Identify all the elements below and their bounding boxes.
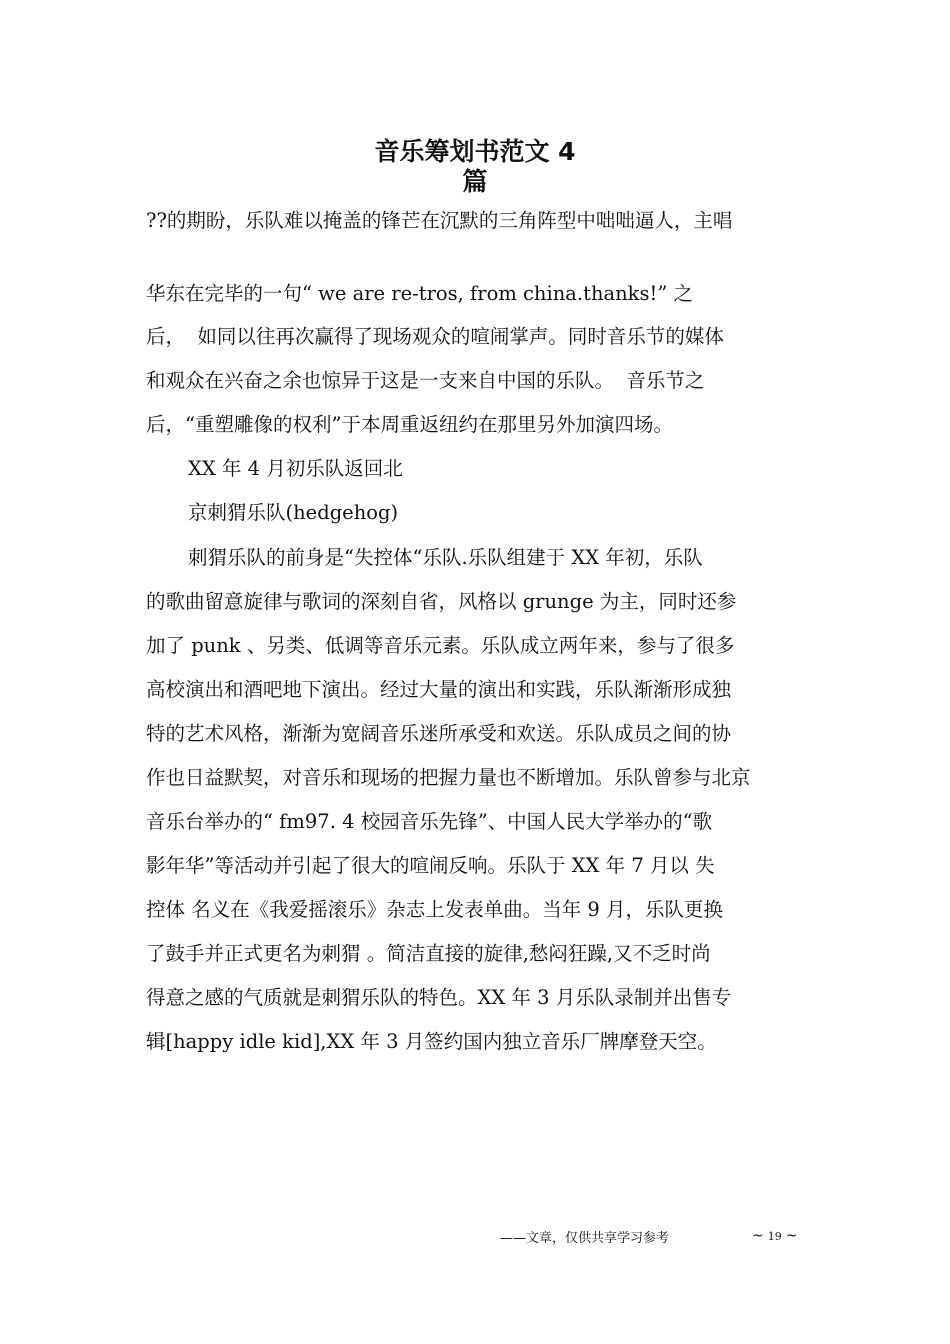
body-line: 京刺猬乐队(hedgehog) bbox=[188, 501, 399, 524]
footer-note: ——文章，仅供共享学习参考 bbox=[500, 1231, 670, 1246]
body-line: 后， 如同以往再次赢得了现场观众的喧闹掌声。同时音乐节的媒体 bbox=[146, 325, 724, 348]
page-number-suffix: ~ bbox=[785, 1228, 798, 1244]
body-line: XX 年 4 月初乐队返回北 bbox=[188, 457, 403, 480]
page-number-prefix: ~ bbox=[752, 1228, 764, 1244]
body-line: 影年华”等活动并引起了很大的喧闹反响。乐队于 XX 年 7 月以 失 bbox=[146, 854, 715, 877]
body-line: 了鼓手并正式更名为刺猬 。简洁直接的旋律,愁闷狂躁,又不乏时尚 bbox=[146, 942, 711, 965]
body-line: 辑[happy idle kid],XX 年 3 月签约国内独立音乐厂牌摩登天空。 bbox=[146, 1030, 717, 1053]
paragraph-first-line: 刺猬乐队的前身是“失控体“乐队.乐队组建于 XX 年初，乐队 bbox=[188, 546, 703, 569]
body-line: 得意之感的气质就是刺猬乐队的特色。XX 年 3 月乐队录制并出售专 bbox=[146, 986, 732, 1009]
page-number-value: 19 bbox=[767, 1230, 782, 1243]
body-line: 后，“重塑雕像的权利”于本周重返纽约在那里另外加演四场。 bbox=[146, 413, 673, 436]
document-title-line-2: 篇 bbox=[462, 167, 488, 196]
body-line: 和观众在兴奋之余也惊异于这是一支来自中国的乐队。 音乐节之 bbox=[146, 369, 705, 392]
document-title-line-1: 音乐筹划书范文 4 bbox=[374, 137, 576, 166]
body-line: 华东在完毕的一句“ we are re-tros, from china.thanks!” 之 bbox=[146, 282, 694, 305]
body-line: ??的期盼，乐队难以掩盖的锋芒在沉默的三角阵型中咄咄逼人，主唱 bbox=[146, 209, 733, 232]
body-line: 作也日益默契，对音乐和现场的把握力量也不断增加。乐队曾参与北京 bbox=[146, 766, 751, 789]
body-line: 特的艺术风格，渐渐为宽阔音乐迷所承受和欢送。乐队成员之间的协 bbox=[146, 722, 732, 745]
body-line: 高校演出和酒吧地下演出。经过大量的演出和实践，乐队渐渐形成独 bbox=[146, 678, 732, 701]
page-number bbox=[752, 1227, 797, 1246]
body-line: 的歌曲留意旋律与歌词的深刻自省，风格以 grunge 为主，同时还参 bbox=[146, 590, 737, 613]
body-line: 音乐台举办的“ fm97. 4 校园音乐先锋”、中国人民大学举办的“歌 bbox=[146, 810, 713, 833]
body-line: 加了 punk 、另类、低调等音乐元素。乐队成立两年来，参与了很多 bbox=[146, 634, 735, 657]
body-line: 控体 名义在《我爱摇滚乐》杂志上发表单曲。当年 9 月，乐队更换 bbox=[146, 898, 724, 921]
